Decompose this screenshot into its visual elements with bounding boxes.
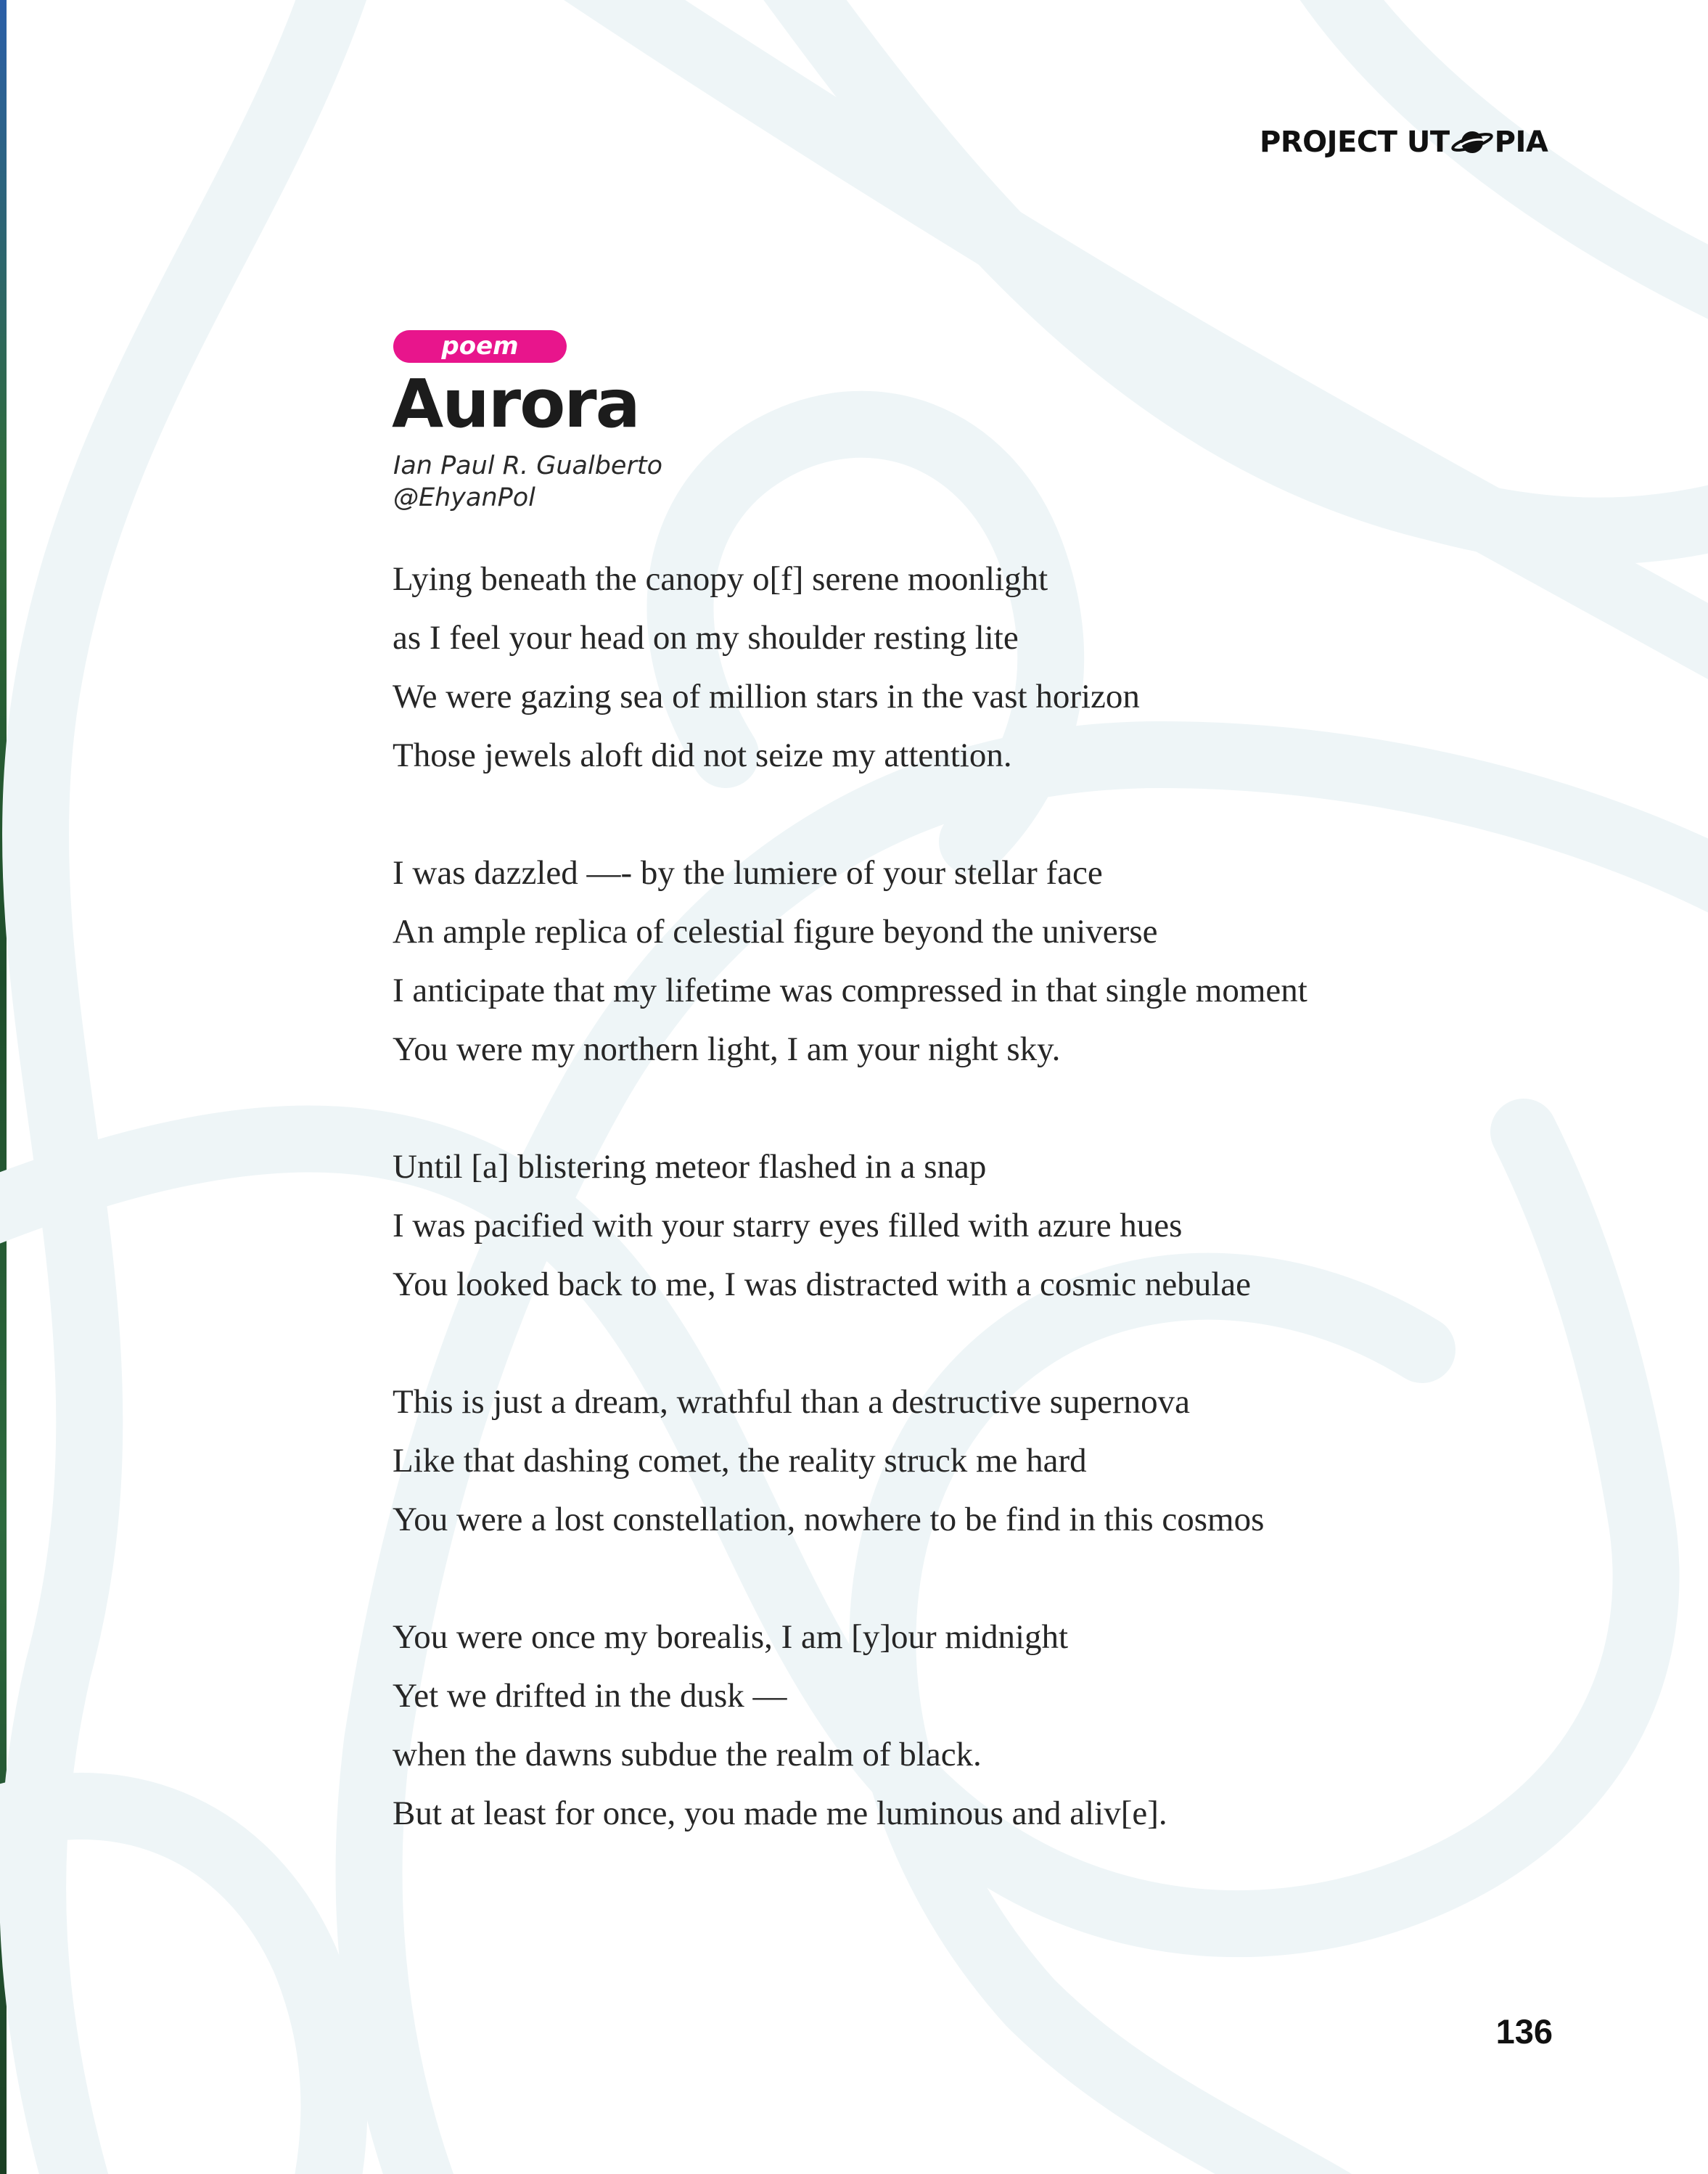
poem-stanza — [393, 1138, 1481, 1314]
brand-text-start: PROJECT UT — [1260, 126, 1450, 159]
poem-title: Aurora — [392, 365, 639, 443]
poem-line: as I feel your head on my shoulder resting lite — [393, 619, 1019, 657]
poem-line: I was pacified with your starry eyes filled with azure hues — [393, 1207, 1183, 1244]
poem-line: An ample replica of celestial figure beyond the universe — [393, 913, 1158, 951]
poem-line: I was dazzled —- by the lumiere of your stellar face — [393, 854, 1103, 892]
poem-line: Until [a] blistering meteor flashed in a snap — [393, 1148, 987, 1186]
poem-line: Lying beneath the canopy o[f] serene moonlight — [393, 560, 1048, 598]
poem-line: But at least for once, you made me luminous and aliv[e]. — [393, 1794, 1167, 1832]
brand-logo — [1260, 122, 1553, 163]
poem-body — [393, 550, 1481, 1843]
author-byline — [393, 450, 662, 514]
author-handle: @EhyanPol — [393, 483, 535, 512]
author-name: Ian Paul R. Gualberto — [393, 451, 662, 480]
poem-line: Like that dashing comet, the reality struck me hard — [393, 1442, 1087, 1480]
poem-stanza — [393, 1608, 1481, 1843]
category-tag: poem — [393, 330, 567, 363]
poem-line: Those jewels aloft did not seize my attention. — [393, 737, 1012, 774]
poem-line: This is just a dream, wrathful than a destructive supernova — [393, 1383, 1190, 1421]
poem-line: Yet we drifted in the dusk — — [393, 1677, 787, 1715]
poem-line: I anticipate that my lifetime was compressed in that single moment — [393, 972, 1307, 1009]
brand-text-end: PIA — [1494, 126, 1548, 159]
poem-line: We were gazing sea of million stars in the vast horizon — [393, 678, 1140, 715]
poem-line: You looked back to me, I was distracted with a cosmic nebulae — [393, 1266, 1251, 1303]
poem-stanza — [393, 550, 1481, 785]
poem-stanza — [393, 844, 1481, 1079]
page-number: 136 — [1495, 2012, 1553, 2051]
poem-line: when the dawns subdue the realm of black. — [393, 1736, 982, 1773]
planet-icon — [1451, 124, 1493, 160]
poem-line: You were my northern light, I am your night sky. — [393, 1030, 1061, 1068]
poem-line: You were a lost constellation, nowhere to be find in this cosmos — [393, 1501, 1265, 1538]
poem-stanza — [393, 1373, 1481, 1549]
poem-line: You were once my borealis, I am [y]our midnight — [393, 1618, 1069, 1656]
